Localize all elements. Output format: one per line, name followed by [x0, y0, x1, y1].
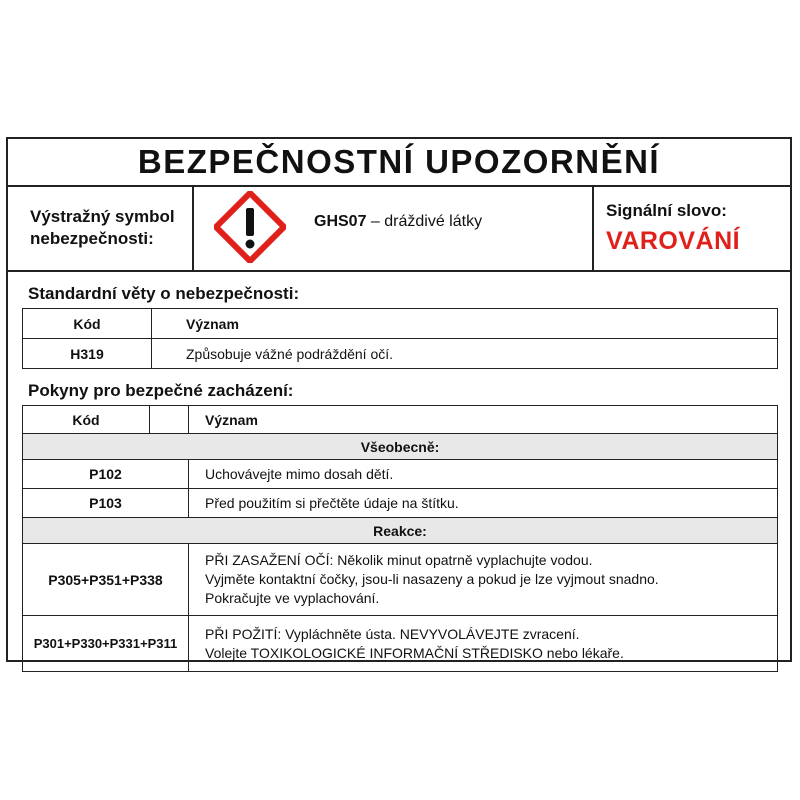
hazard-code: H319 [23, 339, 152, 369]
symbol-label [8, 185, 194, 270]
symbol-label-line2: nebezpečnosti: [30, 228, 154, 248]
precaution-code: P305+P351+P338 [23, 544, 189, 616]
hazard-col-code: Kód [23, 309, 152, 339]
signal-cell [594, 185, 790, 270]
hazard-table [22, 308, 778, 369]
hazard-text: Způsobuje vážné podráždění očí. [152, 339, 778, 369]
signal-word: VAROVÁNÍ [606, 227, 741, 255]
precaution-text-line: Pokračujte ve vyplachování. [205, 590, 380, 606]
table-row [23, 460, 778, 489]
precaution-code: P102 [23, 460, 189, 489]
ghs07-exclamation-icon [214, 191, 286, 263]
ghs-text [314, 213, 482, 231]
table-row [23, 544, 778, 616]
precaution-text [189, 616, 778, 672]
ghs-cell [196, 185, 594, 270]
ghs-code: GHS07 [314, 213, 367, 230]
table-row [23, 339, 778, 369]
hazard-col-meaning: Význam [152, 309, 778, 339]
symbol-label-line1: Výstražný symbol [30, 206, 175, 226]
precaution-text: Před použitím si přečtěte údaje na štítku. [189, 489, 778, 518]
precaution-header-row [23, 406, 778, 434]
signal-label: Signální slovo: [606, 201, 727, 220]
precaution-text-line: PŘI ZASAŽENÍ OČÍ: Několik minut opatrně vyplachujte vodou. [205, 552, 593, 568]
precaution-text: Uchovávejte mimo dosah dětí. [189, 460, 778, 489]
precaution-text-line: Vyjměte kontaktní čočky, jsou-li nasazeny a pokud je lze vyjmout snadno. [205, 571, 659, 587]
precaution-col-spacer [150, 406, 189, 434]
table-row [23, 489, 778, 518]
safety-label [6, 137, 792, 662]
precaution-heading: Pokyny pro bezpečné zacházení: [28, 381, 294, 400]
precaution-text-line: PŘI POŽITÍ: Vypláchněte ústa. NEVYVOLÁVEJTE zvracení. [205, 625, 580, 642]
precaution-table [22, 405, 778, 672]
precaution-col-meaning: Význam [189, 406, 778, 434]
hazard-header-row [23, 309, 778, 339]
group-row-reaction [23, 518, 778, 544]
group-reaction-label: Reakce: [23, 518, 778, 544]
ghs-desc: – dráždivé látky [366, 213, 483, 230]
group-row-general [23, 434, 778, 460]
header-row [8, 185, 790, 272]
group-general-label: Všeobecně: [23, 434, 778, 460]
precaution-code: P301+P330+P331+P311 [23, 616, 189, 672]
precaution-text-line: Volejte TOXIKOLOGICKÉ INFORMAČNÍ STŘEDISKO nebo lékaře. [205, 644, 624, 661]
precaution-text [189, 544, 778, 616]
hazard-heading: Standardní věty o nebezpečnosti: [28, 284, 300, 303]
precaution-code: P103 [23, 489, 189, 518]
page-title: BEZPEČNOSTNÍ UPOZORNĚNÍ [8, 139, 790, 187]
precaution-col-code: Kód [23, 406, 150, 434]
table-row [23, 616, 778, 672]
